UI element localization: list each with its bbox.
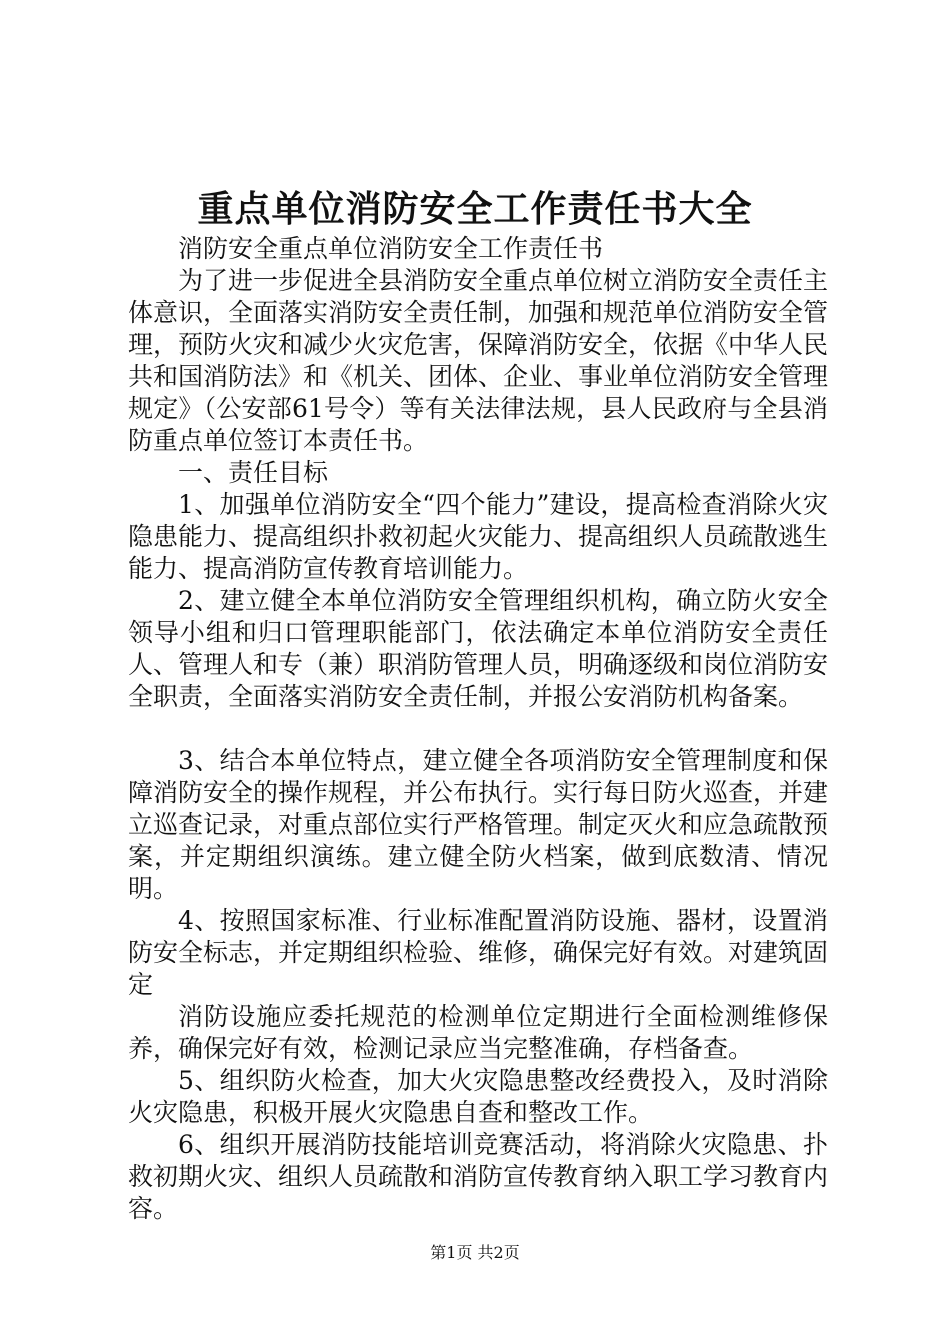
page-number-footer: 第1页 共2页 bbox=[430, 1243, 520, 1262]
paragraph-item-3: 3、结合本单位特点，建立健全各项消防安全管理制度和保障消防安全的操作规程，并公布执行。实行每日防火巡查，并建立巡查记录，对重点部位实行严格管理。制定灭火和应急疏散预案，并定期组织演练。建立健全防火档案，做到底数清、情况明。 bbox=[128, 746, 829, 903]
document-title: 重点单位消防安全工作责任书大全 bbox=[197, 188, 753, 230]
paragraph-item-2: 2、建立健全本单位消防安全管理组织机构，确立防火安全领导小组和归口管理职能部门，依法确定本单位消防安全责任人、管理人和专（兼）职消防管理人员，明确逐级和岗位消防安全职责，全面落实消防安全责任制，并报公安消防机构备案。 bbox=[128, 586, 829, 711]
paragraph-item-5: 5、组织防火检查，加大火灾隐患整改经费投入，及时消除火灾隐患，积极开展火灾隐患自查和整改工作。 bbox=[128, 1066, 828, 1127]
document-body bbox=[128, 233, 828, 1225]
paragraph-item-4-continued: 消防设施应委托规范的检测单位定期进行全面检测维修保养，确保完好有效，检测记录应当完整准确，存档备查。 bbox=[128, 1002, 828, 1063]
paragraph-item-4: 4、按照国家标准、行业标准配置消防设施、器材，设置消防安全标志，并定期组织检验、维修，确保完好有效。对建筑固定 bbox=[128, 906, 829, 999]
paragraph-item-6: 6、组织开展消防技能培训竞赛活动，将消除火灾隐患、扑救初期火灾、组织人员疏散和消防宣传教育纳入职工学习教育内容。 bbox=[128, 1130, 829, 1223]
paragraph-item-1: 1、加强单位消防安全“四个能力”建设，提高检查消除火灾隐患能力、提高组织扑救初起火灾能力、提高组织人员疏散逃生能力、提高消防宣传教育培训能力。 bbox=[128, 490, 829, 583]
paragraph-subtitle: 消防安全重点单位消防安全工作责任书 bbox=[178, 234, 604, 263]
paragraph-intro: 为了进一步促进全县消防安全重点单位树立消防安全责任主体意识，全面落实消防安全责任制，加强和规范单位消防安全管理，预防火灾和减少火灾危害，保障消防安全，依据《中华人民共和国消防法》和《机关、团体、企业、事业单位消防安全管理规定》（公安部61号令）等有关法律法规，县人民政府与全县消防重点单位签订本责任书。 bbox=[128, 266, 829, 455]
section-heading-goals: 一、责任目标 bbox=[178, 458, 329, 487]
